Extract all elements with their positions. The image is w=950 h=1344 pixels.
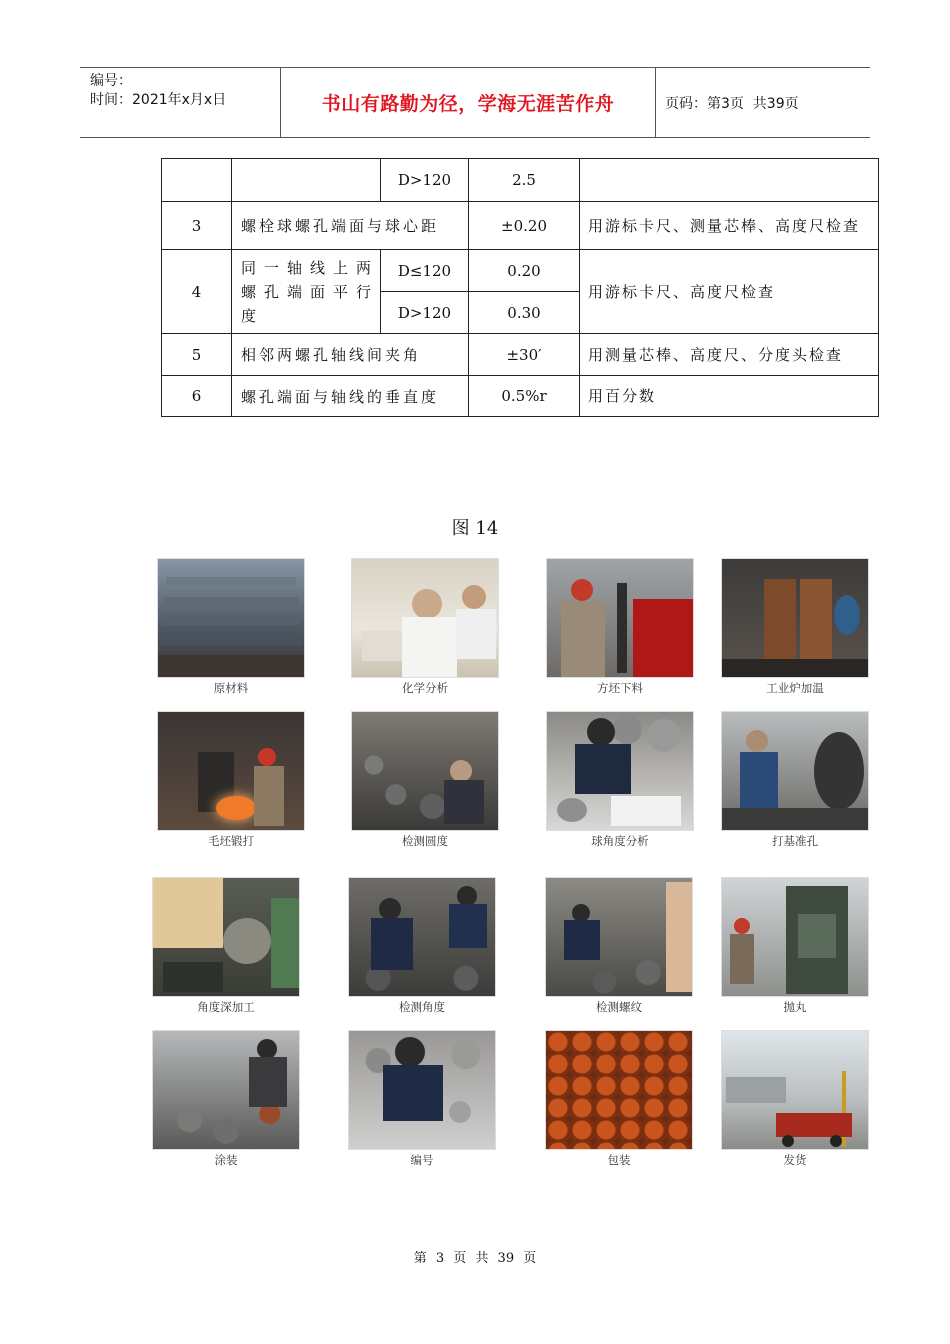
photo-caption: 检测螺纹 [596,1000,642,1014]
photo-chemical-analysis [351,558,499,696]
table-cell: 6 [162,376,232,417]
photo-numbering [348,1030,496,1168]
photo-image [545,1030,693,1150]
table-cell: 3 [162,202,232,250]
photo-image [152,1030,300,1150]
figure-title: 图 14 [451,518,499,539]
table-cell: 2.5 [469,159,580,202]
photo-image [721,877,869,997]
table-cell: 相邻两螺孔轴线间夹角 [232,334,469,376]
photo-image [721,711,869,831]
photo-image [157,711,305,831]
photo-caption: 发货 [783,1153,807,1167]
photo-shot-blasting [721,877,869,1015]
photo-caption: 编号 [410,1153,434,1167]
photo-thread-check [545,877,693,1015]
photo-coating [152,1030,300,1168]
header-motto: 书山有路勤为径，学海无涯苦作舟 [321,93,615,115]
table-row [162,250,879,292]
header-meta [90,72,226,110]
photo-caption: 化学分析 [402,681,448,695]
table-cell: 5 [162,334,232,376]
photo-caption: 抛丸 [783,1000,807,1014]
photo-furnace-heating [721,558,869,696]
photo-caption: 打基准孔 [772,834,818,848]
table-cell: 螺栓球螺孔端面与球心距 [232,202,469,250]
table-row [162,334,879,376]
table-cell [580,159,879,202]
table-row [162,202,879,250]
table-cell: 0.5%r [469,376,580,417]
photo-caption: 球角度分析 [591,834,649,848]
photo-image [546,711,694,831]
photo-image [721,1030,869,1150]
photo-roundness-check [351,711,499,849]
table-cell: 用游标卡尺、测量芯棒、高度尺检查 [580,202,879,250]
table-cell: 螺孔端面与轴线的垂直度 [232,376,469,417]
photo-raw-material [157,558,305,696]
photo-caption: 原材料 [213,681,249,695]
tolerance-table [161,158,879,417]
table-cell: 0.20 [469,250,580,292]
table-cell: D>120 [381,159,469,202]
table-cell: 同一轴线上两螺孔端面平行度 [232,250,381,334]
page-footer: 第 3 页 共 39 页 [413,1251,537,1266]
photo-ball-angle-analysis [546,711,694,849]
table-row [162,376,879,417]
table-cell: 用百分数 [580,376,879,417]
header-page-label: 页码：第3页 共39页 [665,95,799,112]
table-cell [162,159,232,202]
photo-image [348,877,496,997]
photo-caption: 包装 [607,1153,631,1167]
table-cell: D>120 [381,292,469,334]
header-divider [655,68,656,137]
photo-packaging [545,1030,693,1168]
photo-caption: 角度深加工 [197,1000,255,1014]
photo-image [351,711,499,831]
photo-image [546,558,694,678]
photo-reference-hole-drilling [721,711,869,849]
photo-image [721,558,869,678]
photo-angle-check [348,877,496,1015]
table-cell: D≤120 [381,250,469,292]
table-cell: 用测量芯棒、高度尺、分度头检查 [580,334,879,376]
photo-shipping [721,1030,869,1168]
photo-caption: 检测角度 [399,1000,445,1014]
photo-caption: 方坯下料 [597,681,643,695]
photo-angle-machining [152,877,300,1015]
photo-caption: 检测圆度 [402,834,448,848]
photo-image [157,558,305,678]
photo-image [351,558,499,678]
time-label: 时间：2021年x月x日 [90,92,227,108]
photo-image [348,1030,496,1150]
photo-caption: 工业炉加温 [766,681,824,695]
photo-square-billet-cutting [546,558,694,696]
photo-image [152,877,300,997]
photo-blank-forging [157,711,305,849]
photo-image [545,877,693,997]
table-cell [232,159,381,202]
photo-caption: 涂装 [214,1153,238,1167]
table-row [162,159,879,202]
table-cell: 4 [162,250,232,334]
table-cell: ±30′ [469,334,580,376]
table-cell: ±0.20 [469,202,580,250]
photo-caption: 毛坯锻打 [208,834,254,848]
number-label: 编号： [90,73,132,89]
table-cell: 用游标卡尺、高度尺检查 [580,250,879,334]
page-header [80,67,870,138]
table-cell: 0.30 [469,292,580,334]
